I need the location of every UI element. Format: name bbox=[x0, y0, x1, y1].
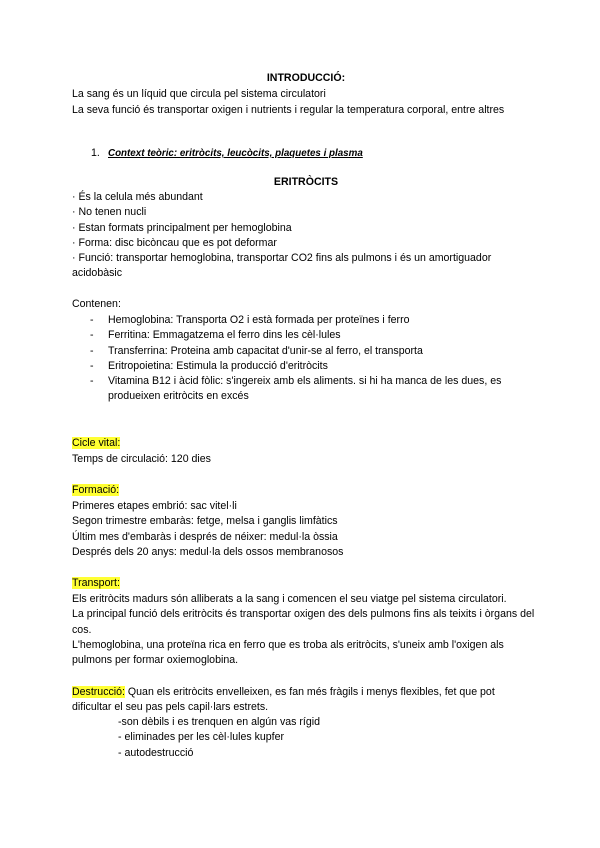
eritrocits-bullet: · Estan formats principalment per hemoglobina bbox=[72, 221, 292, 234]
list-item bbox=[72, 374, 540, 389]
eritrocits-bullets bbox=[72, 190, 540, 282]
list-item-continuation bbox=[72, 389, 540, 404]
dash-marker: - bbox=[90, 359, 94, 372]
formacio-label: Formació: bbox=[72, 484, 120, 496]
eritrocits-bullet: · Forma: disc bicòncau que es pot deformar bbox=[72, 236, 277, 249]
cicle-label-row bbox=[72, 436, 540, 451]
intro-line-2: La seva funció és transportar oxigen i nutrients i regular la temperatura corporal, entre altres bbox=[72, 104, 505, 116]
list-item-text: Hemoglobina: Transporta O2 i està formada per proteïnes i ferro bbox=[108, 314, 410, 326]
destruccio-second-line: dificultar el seu pas pels capil·lars estrets. bbox=[72, 701, 269, 713]
list-item-text: produeixen eritròcits en excés bbox=[108, 390, 249, 403]
formacio-line: Després dels 20 anys: medul·la dels ossos membranosos bbox=[72, 545, 344, 558]
eritrocits-bullet-cont: acidobàsic bbox=[72, 267, 123, 280]
destruccio-item: - autodestrucció bbox=[118, 746, 194, 759]
intro-heading: INTRODUCCIÓ: bbox=[266, 72, 346, 84]
formacio-line: Primeres etapes embrió: sac vitel·li bbox=[72, 500, 237, 512]
formacio-line: Últim mes d'embaràs i després de néixer: medul·la òssia bbox=[72, 530, 338, 543]
list-item bbox=[72, 328, 540, 343]
formacio-line: Segon trimestre embaràs: fetge, melsa i ganglis limfàtics bbox=[72, 515, 338, 528]
formacio-lines bbox=[72, 499, 540, 560]
eritrocits-heading: ERITRÒCITS bbox=[273, 176, 339, 188]
dash-marker: - bbox=[90, 375, 94, 388]
destruccio-item: - eliminades per les cèl·lules kupfer bbox=[118, 731, 285, 744]
dash-marker: - bbox=[90, 344, 94, 357]
cicle-text: Temps de circulació: 120 dies bbox=[72, 453, 211, 465]
numbered-marker: 1. bbox=[91, 147, 100, 159]
list-item-text: Transferrina: Proteina amb capacitat d'unir-se al ferro, el transporta bbox=[108, 344, 423, 357]
eritrocits-bullet: · No tenen nucli bbox=[72, 206, 147, 219]
destruccio-first-row bbox=[72, 685, 540, 700]
transport-line: pulmons per formar oxiemoglobina. bbox=[72, 654, 239, 667]
dash-marker: - bbox=[90, 314, 94, 326]
transport-line: La principal funció dels eritròcits és transportar oxigen des dels pulmons fins als teixits i òrgans del bbox=[72, 608, 535, 621]
destruccio-first-line: Quan els eritròcits envelleixen, es fan més fràgils i menys flexibles, fet que pot bbox=[124, 686, 495, 698]
eritrocits-bullet: · Funció: transportar hemoglobina, transportar CO2 fins als pulmons i és un amortiguador bbox=[72, 252, 492, 265]
list-item bbox=[72, 313, 540, 328]
list-item bbox=[72, 344, 540, 359]
formacio-label-row bbox=[72, 483, 540, 498]
contenen-list bbox=[72, 313, 540, 405]
numbered-title-text: Context teòric: eritròcits, leucòcits, plaquetes i plasma bbox=[108, 148, 363, 159]
transport-label: Transport: bbox=[72, 577, 120, 589]
cicle-label: Cicle vital: bbox=[72, 437, 121, 449]
list-item bbox=[72, 359, 540, 374]
transport-line: Els eritròcits madurs són alliberats a la sang i comencen el seu viatge pel sistema circulatori. bbox=[72, 593, 507, 605]
list-item-text: Vitamina B12 i àcid fòlic: s'ingereix amb els aliments. si hi ha manca de les dues, es bbox=[108, 375, 502, 388]
destruccio-list bbox=[72, 715, 540, 761]
list-item-text: Eritropoietina: Estimula la producció d'eritròcits bbox=[108, 359, 328, 372]
destruccio-label: Destrucció: bbox=[72, 686, 125, 698]
transport-line: L'hemoglobina, una proteïna rica en ferro que es troba als eritròcits, s'uneix amb l'oxigen als bbox=[72, 638, 504, 651]
intro-line-1: La sang és un líquid que circula pel sistema circulatori bbox=[72, 88, 326, 100]
transport-line: cos. bbox=[72, 623, 92, 636]
transport-label-row bbox=[72, 576, 540, 591]
transport-lines bbox=[72, 592, 540, 668]
eritrocits-bullet: · És la celula més abundant bbox=[72, 191, 203, 203]
destruccio-item: -son dèbils i es trenquen en algún vas rígid bbox=[118, 716, 320, 728]
dash-marker: - bbox=[90, 329, 94, 342]
contenen-label: Contenen: bbox=[72, 298, 121, 310]
list-item-text: Ferritina: Emmagatzema el ferro dins les cèl·lules bbox=[108, 329, 341, 342]
